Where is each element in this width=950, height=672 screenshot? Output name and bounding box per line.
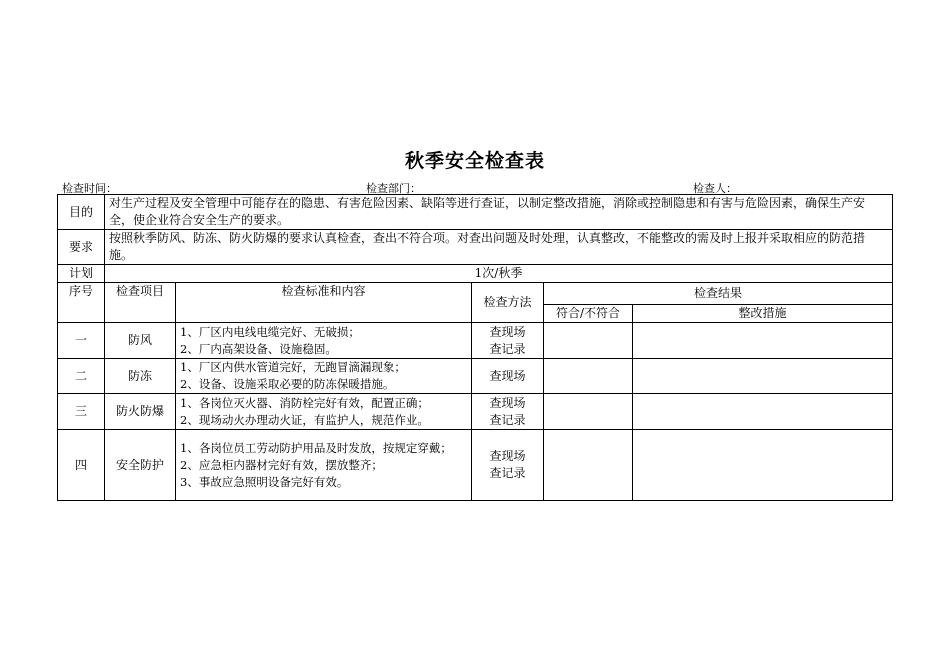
- conform-cell[interactable]: [544, 359, 633, 394]
- inspection-time-label: 检查时间：: [62, 182, 117, 195]
- row-item: 防冻: [105, 359, 176, 394]
- table-row: [58, 430, 893, 501]
- row-methods: [472, 394, 544, 430]
- standard-line: 2、应急柜内器材完好有效，摆放整齐；: [180, 457, 383, 472]
- conform-cell[interactable]: [544, 430, 633, 501]
- requirement-text: 按照秋季防风、防冻、防火防爆的要求认真检查，查出不符合项。对查出问题及时处理，认真整改，不能整改的需及时上报并采取相应的防范措施。: [105, 230, 893, 265]
- row-seq: 二: [58, 359, 105, 394]
- row-seq: 一: [58, 323, 105, 359]
- method-line: 查记录: [489, 466, 526, 480]
- standard-line: 3、事故应急照明设备完好有效。: [180, 474, 349, 489]
- row-standards: [176, 394, 472, 430]
- table-row: [58, 359, 893, 394]
- requirement-label: 要求: [58, 230, 105, 265]
- row-standards: [176, 359, 472, 394]
- measures-cell[interactable]: [633, 394, 893, 430]
- inspector-label: 检查人：: [693, 182, 737, 195]
- header-seq: 序号: [58, 283, 105, 323]
- form-title: 秋季安全检查表: [404, 150, 545, 172]
- measures-cell[interactable]: [633, 430, 893, 501]
- table-row: [58, 394, 893, 430]
- header-measures: 整改措施: [633, 305, 893, 323]
- inspection-department-label: 检查部门：: [366, 182, 421, 195]
- row-methods: [472, 323, 544, 359]
- purpose-row: [58, 195, 893, 230]
- table-row: [58, 323, 893, 359]
- plan-value: 1次/秋季: [105, 265, 893, 283]
- requirement-row: [58, 230, 893, 265]
- conform-cell[interactable]: [544, 394, 633, 430]
- row-item: 安全防护: [105, 430, 176, 501]
- row-seq: 四: [58, 430, 105, 501]
- method-line: 查现场: [489, 368, 526, 383]
- purpose-text: 对生产过程及安全管理中可能存在的隐患、有害危险因素、缺陷等进行查证，以制定整改措施，消除或控制隐患和有害与危险因素，确保生产安全，使企业符合安全生产的要求。: [105, 195, 893, 230]
- conform-cell[interactable]: [544, 323, 633, 359]
- header-conform: 符合/不符合: [544, 305, 633, 323]
- row-item: 防火防爆: [105, 394, 176, 430]
- row-standards: [176, 430, 472, 501]
- standard-line: 1、各岗位员工劳动防护用品及时发放，按规定穿戴；: [180, 440, 452, 455]
- row-seq: 三: [58, 394, 105, 430]
- standard-line: 1、各岗位灭火器、消防栓完好有效，配置正确；: [180, 395, 429, 410]
- standard-line: 2、现场动火办理动火证，有监护人，规范作业。: [180, 412, 429, 427]
- measures-cell[interactable]: [633, 359, 893, 394]
- row-methods: [472, 359, 544, 394]
- measures-cell[interactable]: [633, 323, 893, 359]
- standard-line: 1、厂区内电线电缆完好、无破损；: [180, 324, 360, 339]
- row-methods: [472, 430, 544, 501]
- row-standards: [176, 323, 472, 359]
- plan-row: [58, 265, 893, 283]
- plan-label: 计划: [58, 265, 105, 283]
- standard-line: 1、厂区内供水管道完好，无跑冒滴漏现象；: [180, 360, 406, 374]
- method-line: 查记录: [489, 412, 526, 427]
- method-line: 查现场: [489, 324, 526, 339]
- header-method: 检查方法: [472, 283, 544, 323]
- purpose-label: 目的: [58, 195, 105, 230]
- header-row: [58, 283, 893, 305]
- standard-line: 2、厂内高架设备、设施稳固。: [180, 341, 337, 356]
- method-line: 查现场: [489, 449, 526, 463]
- header-standard: 检查标准和内容: [176, 283, 472, 323]
- method-line: 查记录: [489, 341, 526, 356]
- header-item: 检查项目: [105, 283, 176, 323]
- method-line: 查现场: [489, 395, 526, 410]
- safety-checklist-table: [57, 194, 893, 501]
- header-result: 检查结果: [544, 283, 893, 305]
- standard-line: 2、设备、设施采取必要的防冻保暖措施。: [180, 377, 395, 391]
- row-item: 防风: [105, 323, 176, 359]
